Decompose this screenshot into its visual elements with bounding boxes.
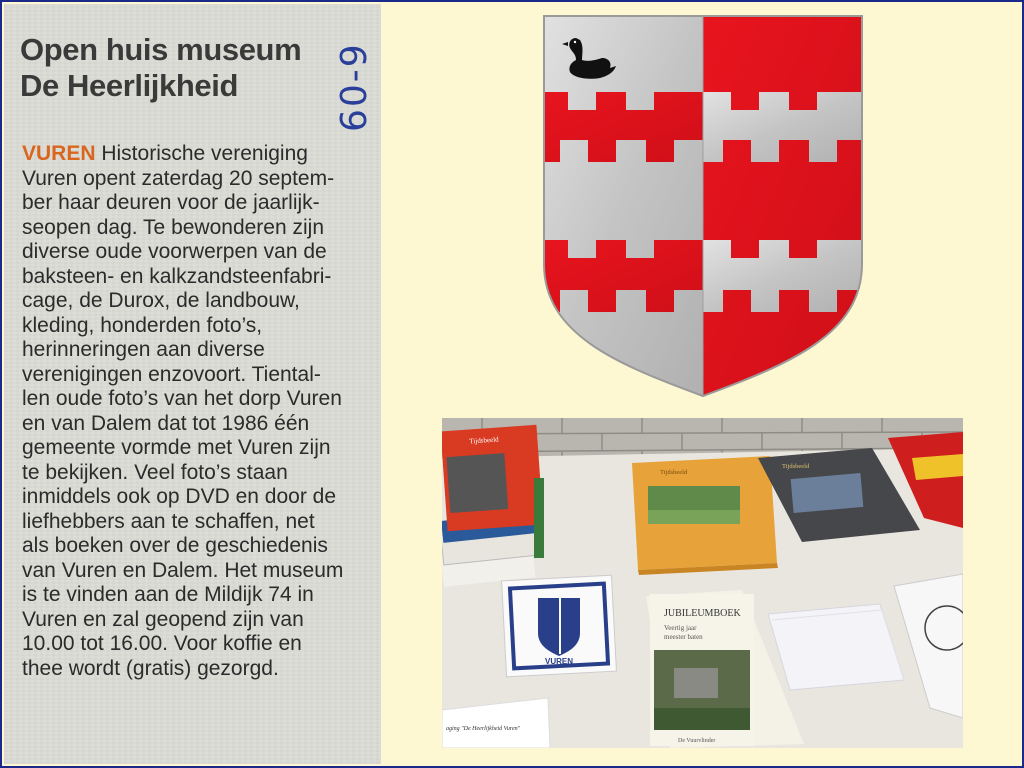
article-line: Vuren en zal geopend zijn van: [22, 607, 304, 631]
article-line: thee wordt (gratis) gezorgd.: [22, 656, 279, 680]
article-line: kleding, honderden foto’s,: [22, 313, 263, 337]
article-line: inmiddels ook op DVD en door de: [22, 485, 337, 508]
coat-of-arms: [540, 14, 866, 398]
book-left-series: Tijdsbeeld: [469, 435, 499, 446]
article-line: als boeken over de geschiedenis: [22, 534, 328, 557]
article-line: baksteen- en kalkzandsteenfabri-: [22, 264, 332, 288]
label-card-text: aging "De Heerlijkheid Vuren": [446, 726, 521, 732]
handwritten-note: 60-9: [334, 42, 375, 132]
article-line: diverse oude voorwerpen van de: [22, 240, 327, 263]
article-line: len oude foto’s van het dorp Vuren: [22, 387, 342, 410]
jubileum-author: De Vuurvlinder: [678, 738, 716, 744]
article-line: verenigingen enzovoort. Tiental-: [22, 362, 321, 386]
article-lead-word: VUREN: [22, 142, 96, 165]
article-line: van Vuren en Dalem. Het museum: [22, 558, 344, 582]
article-line: cage, de Durox, de landbouw,: [22, 289, 300, 312]
article-line: seopen dag. Te bewonderen zijn: [22, 215, 325, 239]
book-stack-left: [442, 425, 544, 587]
article-line: is te vinden aan de Mildijk 74 in: [22, 583, 314, 606]
article-line: te bekijken. Veel foto’s staan: [22, 460, 288, 484]
article-title-line-2: De Heerlijkheid: [20, 68, 238, 103]
article-line: Vuren opent zaterdag 20 septem-: [22, 166, 335, 190]
tile-label: VUREN: [545, 657, 574, 666]
book-orange-series: Tijdsbeeld: [660, 469, 688, 476]
delft-tile: [502, 575, 617, 677]
article-title: [20, 32, 340, 104]
article-line: herinneringen aan diverse: [22, 338, 265, 361]
jubileum-subtitle-1: Veertig jaar: [664, 624, 697, 632]
article-line: gemeente vormde met Vuren zijn: [22, 436, 331, 459]
article-line: ber haar deuren voor de jaarlijk-: [22, 191, 320, 214]
newspaper-clipping: [4, 4, 381, 764]
envelopes: [768, 604, 904, 690]
book-dark-series: Tijdsbeeld: [782, 463, 810, 470]
article-line: en van Dalem dat tot 1986 één: [22, 411, 310, 435]
jubileum-subtitle-2: meester baten: [664, 633, 703, 641]
article-line: 10.00 tot 16.00. Voor koffie en: [22, 632, 302, 655]
article-title-line-1: Open huis museum: [20, 32, 302, 67]
article-line-1: VUREN Historische vereniging: [22, 142, 308, 165]
books-table-photo: [442, 418, 963, 748]
book-orange: [632, 456, 778, 575]
shield-left-silver: [540, 14, 703, 398]
article-body: [22, 142, 377, 681]
article-line: liefhebbers aan te schaffen, net: [22, 509, 315, 533]
jubileum-title: JUBILEUMBOEK: [664, 608, 741, 619]
